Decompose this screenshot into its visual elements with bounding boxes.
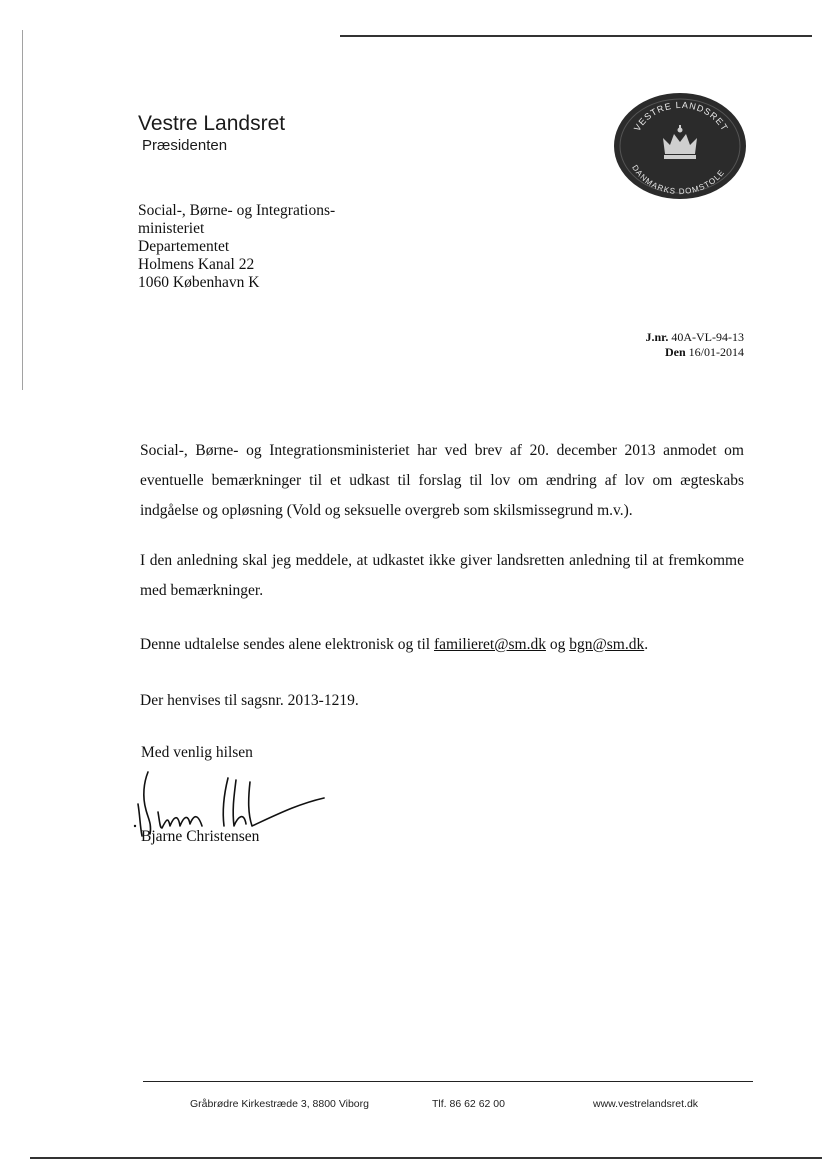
body-paragraph-2: I den anledning skal jeg meddele, at udkastet ikke giver landsretten anledning til at fremkomme med bemærkninger. xyxy=(140,552,744,599)
recipient-line: ministeriet xyxy=(138,220,205,237)
recipient-address xyxy=(138,202,335,292)
paragraph-3-suffix: . xyxy=(644,636,649,653)
footer-website[interactable]: www.vestrelandsret.dk xyxy=(593,1098,699,1110)
court-role: Præsidenten xyxy=(142,137,228,154)
footer-divider xyxy=(143,1081,753,1082)
scan-edge-line-bottom xyxy=(30,1157,822,1159)
seal-top-text: VESTRE LANDSRET xyxy=(631,99,731,133)
seal-bottom-text: DANMARKS DOMSTOLE xyxy=(630,163,727,197)
letter-date-value: 16/01-2014 xyxy=(688,345,744,359)
email-link-familieret[interactable]: familieret@sm.dk xyxy=(433,636,546,653)
body-paragraph-3 xyxy=(140,630,744,660)
body-paragraph-1: Social-, Børne- og Integrationsministeriet har ved brev af 20. december 2013 anmodet om eventuelle bemærkninger til et udkast til forslag til lov om ændring af lov om ægteskabs indgåelse og opløsning (Vold og seksuelle overgreb som skilsmissegrund m.v.). xyxy=(140,442,744,519)
court-seal-stamp xyxy=(613,92,747,200)
letter-date-label: Den xyxy=(664,345,686,359)
footer-address: Gråbrødre Kirkestræde 3, 8800 Viborg xyxy=(190,1098,369,1110)
email-link-bgn[interactable]: bgn@sm.dk xyxy=(569,636,645,653)
paragraph-3-middle: og xyxy=(545,636,570,653)
scan-edge-line-top xyxy=(340,35,812,37)
journal-number-value: 40A-VL-94-13 xyxy=(671,330,744,344)
signer-name: Bjarne Christensen xyxy=(141,828,260,845)
recipient-line: Social-, Børne- og Integrations- xyxy=(138,202,336,219)
letter-date xyxy=(645,345,744,360)
reference-block xyxy=(645,330,744,360)
scan-edge-line-left xyxy=(22,30,23,390)
body-paragraph-4: Der henvises til sagsnr. 2013-1219. xyxy=(140,692,359,709)
recipient-line: Departementet xyxy=(138,238,230,255)
court-name: Vestre Landsret xyxy=(138,112,286,135)
paragraph-3-prefix: Denne udtalelse sendes alene elektronisk og til xyxy=(140,636,434,653)
recipient-line: Holmens Kanal 22 xyxy=(138,256,255,273)
journal-number-label: J.nr. xyxy=(645,330,669,344)
journal-number xyxy=(645,330,744,345)
footer-phone: Tlf. 86 62 62 00 xyxy=(432,1098,505,1110)
closing-greeting: Med venlig hilsen xyxy=(141,744,253,761)
recipient-line: 1060 København K xyxy=(138,274,260,291)
